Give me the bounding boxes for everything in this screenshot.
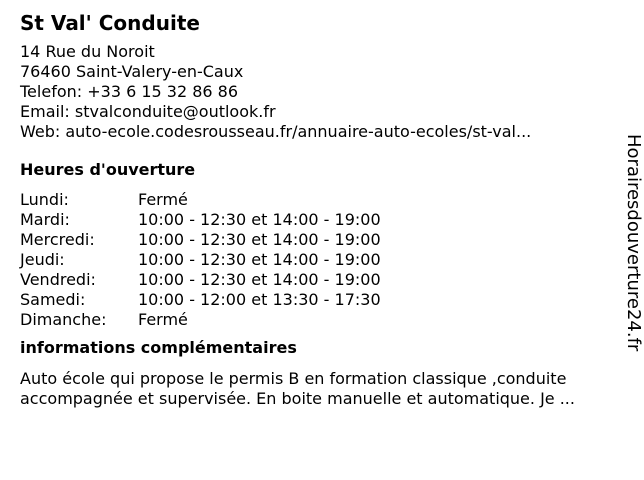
hours-value: 10:00 - 12:30 et 14:00 - 19:00 [138,250,381,269]
hours-row-monday [20,190,620,210]
description-line-1: Auto école qui propose le permis B en formation classique ,conduite [20,369,567,388]
hours-value: Fermé [138,310,188,329]
day-label: Vendredi: [20,270,96,289]
additional-info-heading: informations complémentaires [20,338,297,357]
phone-number: Telefon: +33 6 15 32 86 86 [20,82,239,101]
hours-row-saturday [20,290,620,310]
day-label: Mardi: [20,210,70,229]
day-label: Dimanche: [20,310,107,329]
hours-value: 10:00 - 12:30 et 14:00 - 19:00 [138,270,381,289]
hours-row-tuesday [20,210,620,230]
description-line-2: accompagnée et supervisée. En boite manuelle et automatique. Je ... [20,389,575,408]
business-card [20,10,620,409]
email-address: Email: stvalconduite@outlook.fr [20,102,276,121]
day-label: Lundi: [20,190,69,209]
hours-value: 10:00 - 12:30 et 14:00 - 19:00 [138,210,381,229]
opening-hours-heading: Heures d'ouverture [20,160,196,179]
day-label: Mercredi: [20,230,95,249]
hours-row-friday [20,270,620,290]
hours-row-sunday [20,310,620,330]
hours-row-thursday [20,250,620,270]
address-line-1: 14 Rue du Noroit [20,42,155,61]
opening-hours-table [20,190,620,330]
day-label: Jeudi: [20,250,65,269]
hours-value: 10:00 - 12:30 et 14:00 - 19:00 [138,230,381,249]
additional-info-description [20,369,620,409]
hours-value: 10:00 - 12:00 et 13:30 - 17:30 [138,290,381,309]
website-url: Web: auto-ecole.codesrousseau.fr/annuaire-auto-ecoles/st-val... [20,122,532,141]
day-label: Samedi: [20,290,86,309]
site-watermark: Horairesdouverture24.fr [623,134,644,352]
contact-block [20,42,620,142]
address-line-2: 76460 Saint-Valery-en-Caux [20,62,244,81]
business-name: St Val' Conduite [20,11,200,35]
hours-row-wednesday [20,230,620,250]
hours-value: Fermé [138,190,188,209]
